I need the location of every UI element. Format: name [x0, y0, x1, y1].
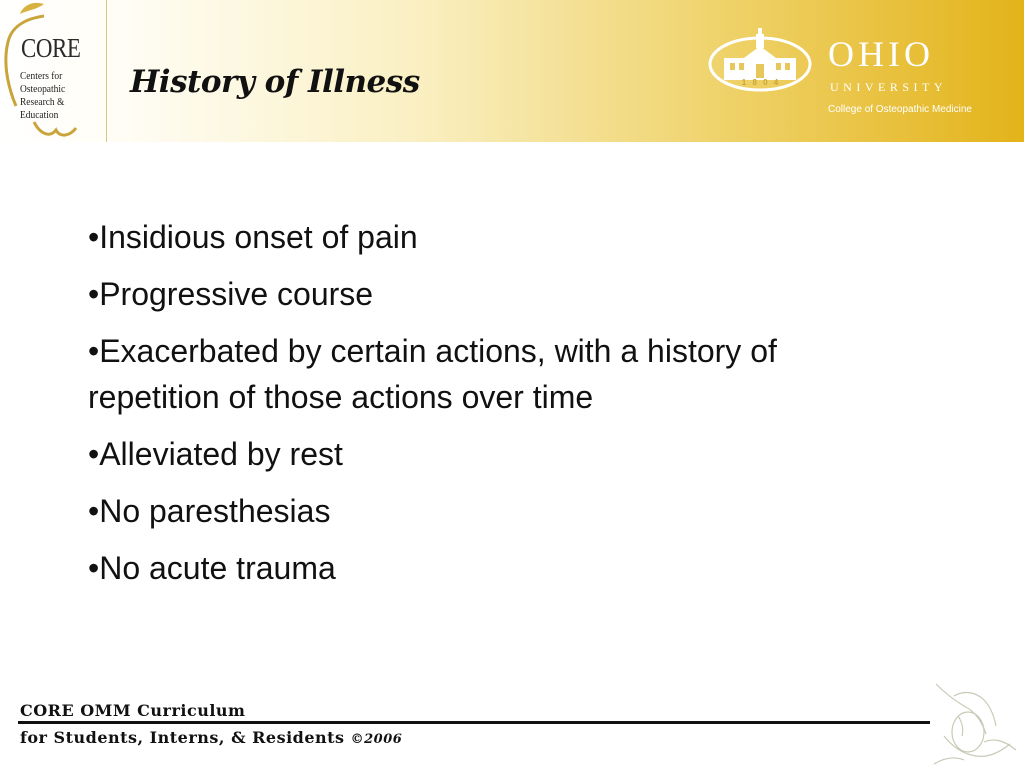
- slide-title: History of Illness: [130, 64, 420, 100]
- bullet-item: •No acute trauma: [88, 550, 336, 586]
- bullet-item: •Alleviated by rest: [88, 436, 343, 472]
- bullet-item: •Progressive course: [88, 276, 374, 312]
- core-logo-line: Education: [20, 109, 59, 121]
- slide-header: [0, 0, 1024, 142]
- footer-divider: [18, 721, 930, 724]
- ohio-wordmark: OHIO: [828, 34, 934, 74]
- bullet-item: •Insidious onset of pain: [88, 219, 418, 255]
- core-logo: [0, 0, 104, 142]
- core-logo-line: Centers for: [20, 70, 63, 82]
- core-logo-line: Osteopathic: [20, 83, 66, 95]
- bullet-list: [88, 214, 828, 602]
- footer-course-name: CORE OMM Curriculum: [20, 701, 246, 720]
- core-logo-line: Research &: [20, 96, 65, 108]
- footer-audience: [20, 728, 402, 747]
- header-divider: [106, 0, 107, 142]
- bullet-item: •No paresthesias: [88, 493, 331, 529]
- college-name: College of Osteopathic Medicine: [828, 104, 972, 115]
- university-wordmark: UNIVERSITY: [830, 80, 947, 94]
- core-wordmark: CORE: [21, 33, 81, 63]
- footer-copyright: ©2006: [350, 732, 403, 747]
- bullet-item: •Exacerbated by certain actions, with a history of repetition of those actions over time: [88, 333, 777, 415]
- core-logo-text: [20, 70, 73, 122]
- founding-year: 1 8 0 4: [741, 78, 781, 87]
- anatomy-sketch-icon: [924, 676, 1024, 768]
- building-seal-icon: [706, 28, 816, 98]
- footer-audience-text: for Students, Interns, & Residents: [20, 728, 345, 747]
- ohio-university-logo: [706, 28, 1006, 128]
